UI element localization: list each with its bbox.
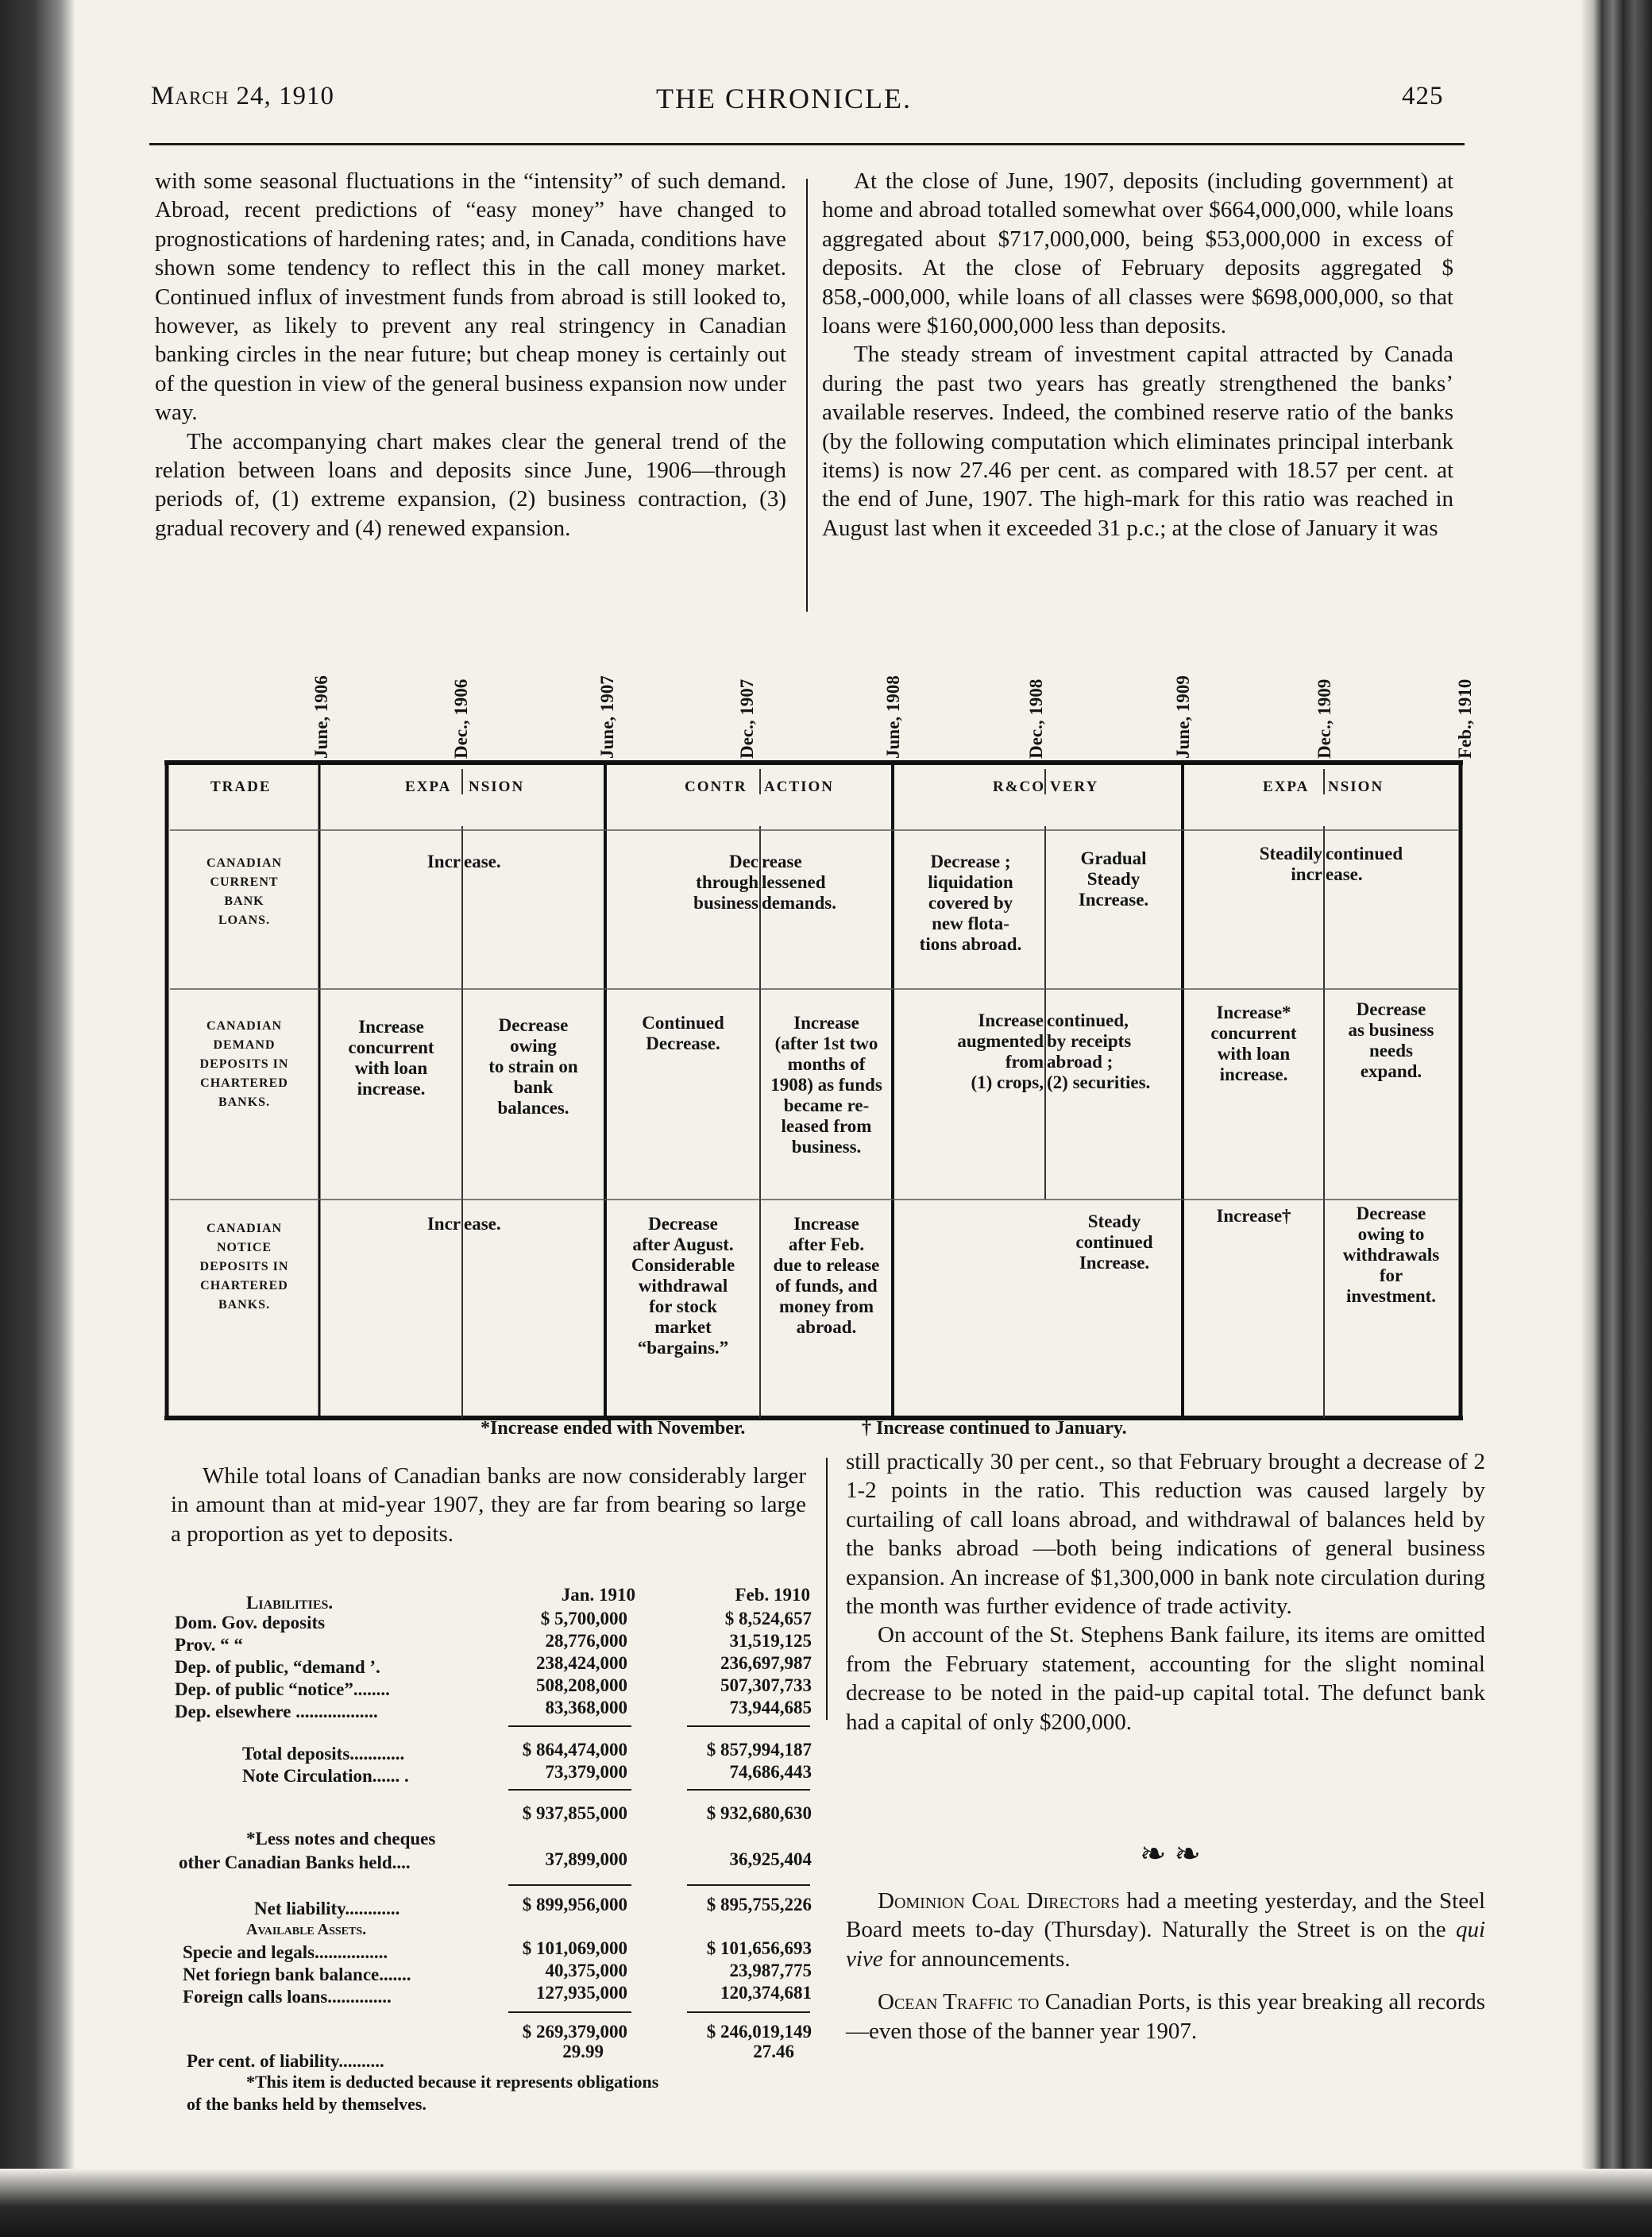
chart-cell: Gradual Steady Increase. [1078, 848, 1149, 910]
row-label-line: NOTICE [216, 1241, 272, 1254]
statement-value: 29.99 [562, 2042, 604, 2061]
paragraph-text: Canadian Ports, is this year breaking all records—even those of the banner year 1907. [846, 1989, 1486, 2044]
statement-value: 36,925,404 [729, 1849, 812, 1869]
row-label-line: LOANS. [218, 914, 271, 927]
row-label-line: CANADIAN [206, 1222, 283, 1235]
statement-value: $ 899,956,000 [522, 1895, 627, 1914]
sum-rule [687, 1789, 810, 1791]
chart-footnote: † Increase continued to January. [862, 1418, 1127, 1439]
chart-footnote: *Increase ended with November. [481, 1418, 746, 1439]
statement-label: Dep. of public, “demand ’. [175, 1657, 380, 1677]
column-divider [826, 1458, 828, 1720]
chart-cell: Increase* concurrent with loan increase. [1210, 1003, 1297, 1084]
row-label-line: BANKS. [218, 1095, 271, 1109]
statement-label: Dep. elsewhere .................. [175, 1702, 378, 1721]
row-label-line: BANK [224, 894, 264, 908]
statement-value: 37,899,000 [545, 1849, 627, 1869]
column-right-bottom [846, 1447, 1485, 1737]
paragraph: On account of the St. Stephens Bank failure, its items are omitted from the February statement, accounting for the slight nominal decrease to be noted in the paid-up capital total. The defunct bank had a capital of only $200,000. [846, 1622, 1485, 1735]
chart-cell: rease lessened demands. [762, 852, 836, 913]
sum-rule [508, 1884, 631, 1886]
paragraph: The accompanying chart makes clear the general trend of the relation between loans and deposits since June, 1906—through periods of, (1) extreme expansion, (2) business contraction, (3) gradual recovery and (4) renewed expansion. [155, 428, 786, 541]
statement-value: 73,944,685 [729, 1698, 812, 1717]
statement-value: 83,368,000 [545, 1698, 627, 1717]
chart-cell: Steadily incr [1259, 844, 1322, 884]
chart-cell: Incr [427, 1214, 461, 1234]
chart-row-label-notice [171, 1219, 318, 1315]
chart-date-label: June, 1908 [883, 675, 903, 759]
paragraph: At the close of June, 1907, deposits (including government) at home and abroad totalled somewhat over $664,000,000, while loans aggregated about $717,000,000, being $53,000,000 in excess of deposits. At the close of February deposits aggregated $ 858,-000,000, while loans of all classes were $698,000,000, so that loans were $160,000,000 less than deposits. [822, 168, 1453, 339]
statement-label: other Canadian Banks held.... [179, 1853, 411, 1872]
row-label-line: CHARTERED [200, 1076, 288, 1090]
statement-value: 27.46 [753, 2042, 794, 2061]
statement-value: 40,375,000 [545, 1961, 627, 1980]
statement-label: Specie and legals................ [183, 1942, 388, 1962]
statement-label: Total deposits............ [242, 1744, 405, 1764]
chart-date-label: Dec., 1909 [1314, 678, 1334, 759]
statement-value: $ 246,019,149 [706, 2022, 812, 2042]
statement-value: 238,424,000 [536, 1653, 627, 1673]
chart-date-label: Feb., 1910 [1455, 678, 1475, 759]
statement-heading: Available Assets. [246, 1921, 367, 1938]
row-label-line: CHARTERED [200, 1279, 288, 1292]
statement-value: $ 932,680,630 [706, 1803, 812, 1823]
row-label-line: CANADIAN [206, 1019, 283, 1033]
paragraph: still practically 30 per cent., so that February brought a decrease of 2 1-2 points in the ratio. This reduction was caused largely by curtailing of call loans abroad, and withdrawal of balances held by the banks abroad —both being indications of general business expansion. An increase of $1,300,000 in bank note circulation during the month was further evidence of trade activity. [846, 1449, 1485, 1620]
statement-value: $ 857,994,187 [706, 1740, 812, 1760]
statement-label: *Less notes and cheques [246, 1829, 436, 1849]
chart-cell: Decrease as business needs expand. [1348, 999, 1434, 1081]
chart-date-label: Dec., 1908 [1026, 678, 1046, 759]
paragraph: with some seasonal fluctuations in the “intensity” of such demand. Abroad, recent predictions of “easy money” have changed to prognostications of hardening rates; and, in Canada, conditions have shown some tendency to reflect this in the call money market. Continued influx of investment funds from abroad is still looked to, however, as likely to prevent any real stringency in Canadian banking circles in the near future; but cheap money is certainly out of the question in view of the general business expansion now under way. [155, 168, 786, 426]
sum-rule [687, 1884, 810, 1886]
chart-phase-label: CONTR [685, 779, 747, 795]
running-date: March 24, 1910 [151, 82, 334, 110]
statement-label: Dep. of public “notice”........ [175, 1679, 390, 1699]
statement-column-feb: Feb. 1910 [735, 1585, 810, 1605]
chart-row-label-demand [171, 1017, 318, 1112]
statement-value: $ 101,656,693 [706, 1938, 812, 1958]
statement-label: Net foriegn bank balance....... [183, 1965, 411, 1984]
statement-value: $ 8,524,657 [724, 1609, 812, 1628]
chart-phase-label: EXPA [1263, 779, 1310, 795]
chart-cell: Steady continued Increase. [1075, 1211, 1153, 1273]
statement-value: $ 5,700,000 [540, 1609, 627, 1628]
chart-phase-label: R&CO [993, 779, 1046, 795]
chart-phase-label: VERY [1050, 779, 1099, 795]
statement-value: 74,686,443 [729, 1762, 812, 1782]
chart-cell: Incr [427, 852, 461, 871]
statement-footnote: of the banks held by themselves. [187, 2094, 427, 2114]
chart-cell: continued ease. [1326, 844, 1403, 884]
chart-cell: Increase augmented from (1) crops, [957, 1010, 1044, 1092]
chart-cell: ease. [464, 852, 501, 871]
running-title: THE CHRONICLE. [656, 83, 912, 114]
paragraph-headline: Dominion Coal Directors [878, 1888, 1120, 1914]
sum-rule [508, 2011, 631, 2013]
statement-label: Per cent. of liability.......... [187, 2051, 384, 2071]
chart-cell: Increase concurrent with loan increase. [348, 1017, 434, 1099]
paragraph [846, 1988, 1485, 2046]
column-left-bottom [171, 1462, 806, 1548]
statement-value: 120,374,681 [720, 1983, 812, 2003]
chart-header-trade: TRADE [210, 779, 272, 795]
statement-footnote: *This item is deducted because it represents obligations [246, 2072, 659, 2092]
chart-cell: Decrease owing to strain on bank balances. [488, 1015, 578, 1118]
chart-cell: Decrease owing to withdrawals for investment. [1342, 1203, 1440, 1306]
sum-rule [687, 1725, 810, 1727]
chart-cell: Decrease ; liquidation covered by new flota- tions abroad. [919, 852, 1022, 954]
chart-phase-label: EXPA [405, 779, 452, 795]
chart-phase-label: NSION [1328, 779, 1384, 795]
statement-label: Foreign calls loans.............. [183, 1987, 392, 2007]
statement-value: 31,519,125 [729, 1631, 812, 1651]
paragraph-text: for announcements. [888, 1945, 1071, 1972]
sum-rule [508, 1789, 631, 1791]
statement-value: 23,987,775 [729, 1961, 812, 1980]
statement-value: 73,379,000 [545, 1762, 627, 1782]
statement-value: 508,208,000 [536, 1675, 627, 1695]
row-label-line: DEPOSITS IN [199, 1260, 289, 1273]
chart-cell: Increase† [1216, 1206, 1291, 1226]
paragraph: While total loans of Canadian banks are now considerably larger in amount than at mid-year 1907, they are far from bearing so large a proportion as yet to deposits. [171, 1463, 806, 1547]
sum-rule [687, 2011, 810, 2013]
statement-value: 507,307,733 [720, 1675, 812, 1695]
statement-label: Prov. “ “ [175, 1635, 243, 1655]
fleuron-ornament: ❧ ❧ [1140, 1836, 1202, 1872]
sum-rule [508, 1725, 631, 1727]
page-number: 425 [1402, 82, 1444, 110]
chart-date-label: June, 1906 [311, 675, 331, 759]
paragraph: The steady stream of investment capital attracted by Canada during the past two years has greatly strengthened the banks’ available reserves. Indeed, the combined reserve ratio of the banks (by the following computation which eliminates principal interbank items) is now 27.46 per cent. as compared with 18.57 per cent. at the end of June, 1907. The high-mark for this ratio was reached in August last when it exceeded 31 p.c.; at the close of January it was [822, 342, 1453, 541]
paragraph-phrase: qui vive [846, 1917, 1485, 1972]
statement-value: $ 269,379,000 [522, 2022, 627, 2042]
chart-cell: Decrease after August. Considerable withdrawal for stock market “bargains.” [631, 1214, 735, 1358]
chart-cell: Increase (after 1st two months of 1908) as funds became re- leased from business. [770, 1013, 882, 1157]
chart-date-label: Dec., 1907 [737, 678, 757, 759]
chart-row-label-loans [171, 854, 318, 930]
chart-phase-label: ACTION [764, 779, 835, 795]
paragraph-text: had a meeting yesterday, and the Steel Board meets to-day (Thursday). Naturally the Street is on the [846, 1888, 1486, 1943]
statement-column-jan: Jan. 1910 [561, 1585, 635, 1605]
row-label-line: CANADIAN [206, 856, 283, 870]
statement-value: $ 937,855,000 [522, 1803, 627, 1823]
statement-value: 28,776,000 [545, 1631, 627, 1651]
paragraph-headline: Ocean Traffic to [878, 1989, 1040, 2015]
statement-label: Dom. Gov. deposits [175, 1613, 326, 1632]
chart-phase-label: NSION [469, 779, 525, 795]
statement-value: $ 101,069,000 [522, 1938, 627, 1958]
row-label-line: BANKS. [218, 1298, 271, 1312]
chart-cell: Continued Decrease. [642, 1013, 724, 1053]
row-label-line: CURRENT [210, 875, 279, 889]
statement-heading: Liabilities. [246, 1593, 334, 1613]
chart-date-label: June, 1909 [1173, 675, 1193, 759]
statement-label: Net liability............ [254, 1899, 400, 1918]
row-label-line: DEMAND [213, 1038, 276, 1052]
chart-cell: ease. [464, 1214, 501, 1234]
column-right-news [846, 1887, 1485, 2046]
chart-cell: Increase after Feb. due to release of funds, and money from abroad. [773, 1214, 880, 1337]
chart-date-label: Dec., 1906 [451, 678, 471, 759]
statement-label: Note Circulation...... . [242, 1766, 409, 1786]
chart-date-label: June, 1907 [597, 675, 617, 759]
row-label-line: DEPOSITS IN [199, 1057, 289, 1071]
statement-value: $ 864,474,000 [522, 1740, 627, 1760]
statement-value: 236,697,987 [720, 1653, 812, 1673]
statement-value: 127,935,000 [536, 1983, 627, 2003]
paragraph [846, 1887, 1485, 1973]
statement-value: $ 895,755,226 [706, 1895, 812, 1914]
chart-cell: Dec through business [693, 852, 758, 913]
chart-cell: continued, by receipts abroad ; (2) securities. [1047, 1010, 1151, 1092]
